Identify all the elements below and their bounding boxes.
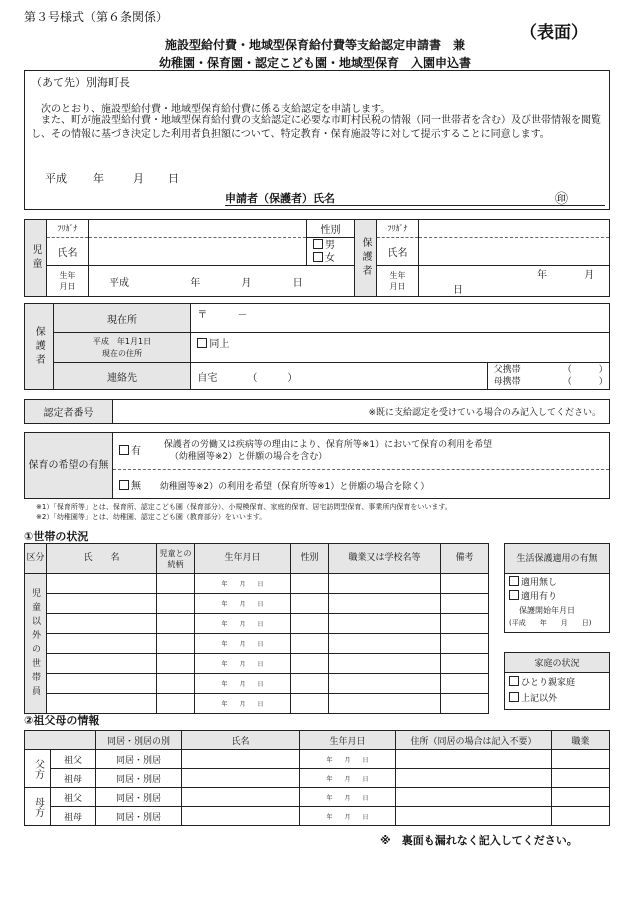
child-guardian-table — [24, 219, 610, 297]
household-head-5: 職業又は学校名等 — [329, 544, 441, 574]
household-cell-2[interactable] — [157, 634, 195, 654]
applicant-label: 申請者（保護者）氏名 — [225, 192, 335, 205]
child-name-label: 氏名 — [47, 238, 89, 266]
jan1-address-label: 平成 年1月1日 現在の住所 — [53, 333, 191, 363]
footer-note: ※ 裏面も漏れなく記入してください。 — [380, 834, 578, 847]
guardian-furigana-label: ﾌﾘｶﾞﾅ — [377, 220, 419, 238]
guardian-birth-label: 生年 月日 — [377, 266, 419, 297]
household-cell-6[interactable] — [441, 694, 489, 714]
household-head-6: 備考 — [441, 544, 489, 574]
household-head-2: 児童との続柄 — [157, 544, 195, 574]
grand-head-name: 氏名 — [182, 731, 300, 750]
household-cell-4[interactable] — [291, 674, 329, 694]
male-option[interactable]: 男 — [313, 239, 354, 252]
grandmother-label: 祖母 — [51, 807, 96, 826]
grandfather-label: 祖父 — [51, 750, 96, 769]
grand-name-field[interactable] — [182, 769, 300, 788]
household-cell-1[interactable] — [47, 654, 157, 674]
grand-birth-field[interactable]: 年 月 日 — [300, 750, 396, 769]
guardian-name-field[interactable] — [419, 238, 610, 266]
grand-head-job: 職業 — [552, 731, 610, 750]
childcare-hope-table — [24, 432, 610, 499]
form-number: 第３号様式（第６条関係） — [24, 10, 169, 24]
household-cell-2[interactable] — [157, 614, 195, 634]
household-row — [25, 594, 489, 614]
date-month: 月 — [133, 172, 144, 185]
grand-row — [25, 788, 610, 807]
grand-address-field[interactable] — [396, 750, 552, 769]
household-row — [25, 614, 489, 634]
household-cell-5[interactable] — [329, 654, 441, 674]
family-status-table — [504, 652, 610, 710]
welfare-has-option[interactable]: 適用有り — [509, 590, 605, 604]
seal-mark: ㊞ — [555, 192, 569, 207]
footnote-1: ※1）「保育所等」とは、保育所、認定こども園（保育部分）、小規模保育、家庭的保育、居宅訪問型保育、事業所内保育をいいます。 — [36, 503, 452, 511]
household-head-4: 性別 — [291, 544, 329, 574]
household-row — [25, 694, 489, 714]
cohabitation-choice[interactable]: 同居・別居 — [96, 788, 182, 807]
childcare-hope-label: 保育の希望の有無 — [25, 433, 113, 499]
household-head-3: 生年月日 — [195, 544, 291, 574]
welfare-table — [504, 543, 610, 633]
household-cell-2[interactable] — [157, 594, 195, 614]
address-label: 現在所 — [53, 304, 191, 333]
grand-row — [25, 750, 610, 769]
household-cell-1[interactable] — [47, 634, 157, 654]
jan1-address-field[interactable]: 同上 — [191, 333, 610, 363]
household-cell-5[interactable] — [329, 694, 441, 714]
grandfather-label: 祖父 — [51, 788, 96, 807]
hope-yes-option[interactable]: 有 保護者の労働又は疾病等の理由により、保育所等※1）において保育の利用を希望 （幼稚園等※2）と併願の場合を含む） — [113, 433, 610, 470]
grand-head-cohab: 同居・別居の別 — [96, 731, 182, 750]
cohabitation-choice[interactable]: 同居・別居 — [96, 807, 182, 826]
household-cell-4[interactable] — [291, 654, 329, 674]
father-side-label: 父方 — [25, 750, 51, 788]
household-cell-4[interactable] — [291, 614, 329, 634]
contact-label: 連絡先 — [53, 363, 191, 390]
household-row — [25, 674, 489, 694]
child-furigana-label: ﾌﾘｶﾞﾅ — [47, 220, 89, 238]
household-cell-4[interactable] — [291, 574, 329, 594]
household-row — [25, 654, 489, 674]
household-row — [25, 634, 489, 654]
guardian-birth-field[interactable]: 年 月 日 — [419, 266, 610, 297]
grand-birth-field[interactable]: 年 月 日 — [300, 788, 396, 807]
footnote-2: ※2）「幼稚園等」とは、幼稚園、認定こども園（教育部分）をいいます。 — [36, 513, 267, 521]
grand-birth-field[interactable]: 年 月 日 — [300, 769, 396, 788]
mobile-phone-field[interactable]: 父携帯 （ ） 母携帯 （ ） — [487, 363, 609, 390]
child-birth-field[interactable]: 平成 年 月 日 — [89, 266, 355, 297]
date-era: 平成 — [45, 172, 67, 185]
grand-name-field[interactable] — [182, 807, 300, 826]
household-cell-3[interactable]: 年 月 日 — [195, 574, 291, 594]
title-line-1: 施設型給付費・地域型保育給付費等支給認定申請書 兼 — [164, 38, 465, 52]
welfare-none-option[interactable]: 適用無し — [509, 576, 605, 590]
household-table — [24, 543, 489, 714]
female-option[interactable]: 女 — [313, 252, 354, 265]
grand-row — [25, 807, 610, 826]
household-cell-2[interactable] — [157, 574, 195, 594]
welfare-none-checkbox[interactable] — [509, 576, 519, 586]
grandparent-section-title: ②祖父母の情報 — [24, 714, 100, 727]
household-head-0: 区分 — [25, 544, 47, 574]
cert-number-table — [24, 399, 610, 424]
household-cell-2[interactable] — [157, 674, 195, 694]
grand-address-field[interactable] — [396, 788, 552, 807]
household-cell-5[interactable] — [329, 594, 441, 614]
guardian-address-table — [24, 303, 610, 390]
grandmother-label: 祖母 — [51, 769, 96, 788]
welfare-start-label: 保護開始年月日 — [519, 606, 575, 615]
intro-para-1: 次のとおり、施設型給付費・地域型保育給付費に係る支給認定を申請します。 — [41, 104, 391, 115]
household-cell-5[interactable] — [329, 614, 441, 634]
same-checkbox[interactable] — [197, 338, 207, 348]
household-cell-6[interactable] — [441, 614, 489, 634]
household-cell-6[interactable] — [441, 594, 489, 614]
single-parent-checkbox[interactable] — [509, 676, 519, 686]
single-parent-option[interactable]: ひとり親家庭 — [509, 675, 605, 691]
mother-side-label: 母方 — [25, 788, 51, 826]
cohabitation-choice[interactable]: 同居・別居 — [96, 769, 182, 788]
household-cell-3[interactable]: 年 月 日 — [195, 694, 291, 714]
household-cell-3[interactable]: 年 月 日 — [195, 634, 291, 654]
household-cell-3[interactable]: 年 月 日 — [195, 654, 291, 674]
welfare-has-checkbox[interactable] — [509, 590, 519, 600]
welfare-options — [505, 574, 610, 633]
welfare-start-date[interactable]: (平成 年 月 日) — [509, 619, 592, 627]
grand-row — [25, 769, 610, 788]
household-cell-5[interactable] — [329, 574, 441, 594]
household-cell-3[interactable]: 年 月 日 — [195, 614, 291, 634]
household-cell-1[interactable] — [47, 594, 157, 614]
sex-label: 性別 — [307, 220, 355, 238]
household-section-title: ①世帯の状況 — [24, 530, 89, 543]
household-cell-1[interactable] — [47, 614, 157, 634]
addressee: （あて先）別海町長 — [31, 76, 130, 89]
date-year: 年 — [93, 172, 104, 185]
household-cell-4[interactable] — [291, 634, 329, 654]
cert-number-field[interactable]: ※既に支給認定を受けている場合のみ記入してください。 — [113, 400, 610, 424]
guardian-block-label: 保護者 — [25, 304, 54, 390]
grand-name-field[interactable] — [182, 788, 300, 807]
child-furigana-field[interactable] — [89, 220, 307, 238]
household-cell-2[interactable] — [157, 694, 195, 714]
household-cell-1[interactable] — [47, 694, 157, 714]
grand-birth-field[interactable]: 年 月 日 — [300, 807, 396, 826]
side-label: （表面） — [520, 23, 588, 43]
family-status-options — [505, 673, 610, 710]
household-cell-1[interactable] — [47, 674, 157, 694]
grand-job-field[interactable] — [552, 788, 610, 807]
home-phone-field[interactable]: 自宅 （ ） — [191, 363, 487, 390]
household-cell-6[interactable] — [441, 634, 489, 654]
child-label: 児童 — [25, 220, 47, 297]
hope-yes-checkbox[interactable] — [119, 445, 129, 455]
grandparent-table — [24, 730, 610, 826]
cohabitation-choice[interactable]: 同居・別居 — [96, 750, 182, 769]
hope-no-checkbox[interactable] — [119, 480, 129, 490]
grand-job-field[interactable] — [552, 807, 610, 826]
household-side-label: 児童以外の世帯員 — [25, 574, 47, 714]
household-cell-4[interactable] — [291, 694, 329, 714]
household-cell-3[interactable]: 年 月 日 — [195, 674, 291, 694]
guardian-name-label: 氏名 — [377, 238, 419, 266]
title-line-2: 幼稚園・保育園・認定こども園・地域型保育 入園申込書 — [158, 56, 471, 70]
household-row — [25, 574, 489, 594]
guardian-label: 保護者 — [355, 220, 377, 297]
grand-head-birth: 生年月日 — [300, 731, 396, 750]
cert-number-label: 認定者番号 — [25, 400, 113, 424]
grand-address-field[interactable] — [396, 807, 552, 826]
household-cell-6[interactable] — [441, 654, 489, 674]
female-checkbox[interactable] — [313, 252, 323, 262]
date-day: 日 — [168, 172, 179, 185]
grand-head-address: 住所（同居の場合は記入不要） — [396, 731, 552, 750]
male-checkbox[interactable] — [313, 239, 323, 249]
other-family-option[interactable]: 上記以外 — [509, 691, 605, 707]
family-status-title: 家庭の状況 — [505, 653, 610, 673]
household-cell-4[interactable] — [291, 594, 329, 614]
applicant-underline — [225, 205, 605, 206]
guardian-furigana-field[interactable] — [419, 220, 610, 238]
household-cell-3[interactable]: 年 月 日 — [195, 594, 291, 614]
household-cell-1[interactable] — [47, 574, 157, 594]
household-head-1: 氏 名 — [47, 544, 157, 574]
intro-para-2: また、町が施設型給付費・地域型保育給付費の支給認定に必要な市町村民税の情報（同一世帯者を含む）及び世帯情報を閲覧し、その情報に基づき決定した利用者負担額について、特定教育・保育施設等に対して提示することに同意します。 — [31, 115, 601, 140]
other-family-checkbox[interactable] — [509, 692, 519, 702]
hope-no-option[interactable]: 無 幼稚園等※2）の利用を希望（保育所等※1）と併願の場合を除く） — [113, 470, 610, 499]
child-name-field[interactable] — [89, 238, 307, 266]
grand-address-field[interactable] — [396, 769, 552, 788]
household-cell-5[interactable] — [329, 674, 441, 694]
welfare-title: 生活保護適用の有無 — [505, 544, 610, 574]
household-cell-6[interactable] — [441, 674, 489, 694]
child-birth-label: 生年 月日 — [47, 266, 89, 297]
household-cell-5[interactable] — [329, 634, 441, 654]
address-field[interactable]: 〒 － — [191, 304, 610, 333]
grand-job-field[interactable] — [552, 750, 610, 769]
sex-options — [307, 238, 355, 266]
grand-job-field[interactable] — [552, 769, 610, 788]
grand-name-field[interactable] — [182, 750, 300, 769]
household-cell-6[interactable] — [441, 574, 489, 594]
household-cell-2[interactable] — [157, 654, 195, 674]
intro-box — [24, 70, 610, 210]
